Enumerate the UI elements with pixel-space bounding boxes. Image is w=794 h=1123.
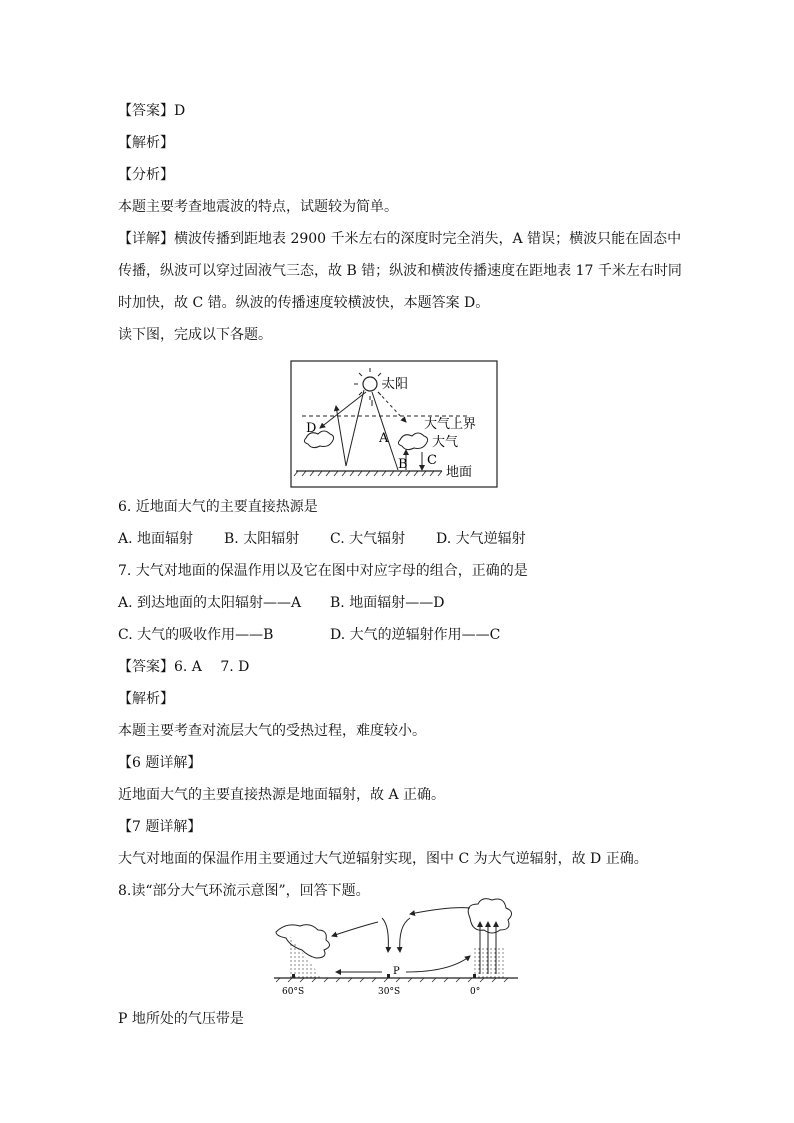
upper-flow-left <box>332 922 378 936</box>
marker-30s <box>387 974 390 978</box>
q7-option-b[interactable]: B. 地面辐射——D <box>330 595 445 611</box>
label-sun: 太阳 <box>382 377 409 392</box>
detail-line-1: 【详解】横波传播到距地表 2900 千米左右的深度时完全消失，A 错误；横波只能在固态中 <box>118 231 682 247</box>
label-30s: 30°S <box>378 987 401 997</box>
detail-text-q6: 近地面大气的主要直接热源是地面辐射，故 A 正确。 <box>118 787 446 803</box>
detail-line-2: 传播，纵波可以穿过固液气三态，故 B 错；纵波和横波传播速度在距地表 17 千米左右时同 <box>118 263 682 279</box>
right-rain-area <box>474 948 504 978</box>
answer-q6-q7: 【答案】6. A 7. D <box>118 659 250 675</box>
q6-option-a[interactable]: A. 地面辐射 <box>118 531 194 547</box>
detail-heading-q6: 【6 题详解】 <box>118 755 202 771</box>
label-D: D <box>306 421 317 436</box>
atmospheric-circulation-diagram <box>270 896 522 1004</box>
detail-heading-q7: 【7 题详解】 <box>118 819 202 835</box>
label-A: A <box>379 431 389 446</box>
analysis-heading-q6-q7: 【解析】 <box>118 691 174 707</box>
label-atmosphere: 大气 <box>432 435 459 450</box>
detail-text-q7: 大气对地面的保温作用主要通过大气逆辐射实现，图中 C 为大气逆辐射，故 D 正确。 <box>118 851 648 867</box>
convective-cloud <box>468 899 511 933</box>
fenxi-text-q5: 本题主要考查地震波的特点，试题较为简单。 <box>118 199 398 215</box>
atmosphere-heating-diagram <box>290 360 498 488</box>
answer-q5: 【答案】D <box>118 103 186 119</box>
label-0: 0° <box>470 987 481 997</box>
marker-60s <box>292 974 295 978</box>
label-upper-atmosphere: 大气上界 <box>424 417 477 432</box>
q6-option-b[interactable]: B. 太阳辐射 <box>224 531 300 547</box>
sinking-arrow-left <box>382 918 388 952</box>
label-ground: 地面 <box>446 465 473 480</box>
q6-option-d[interactable]: D. 大气逆辐射 <box>436 531 526 547</box>
trade-wind-arrow <box>406 956 470 972</box>
upper-flow-right <box>410 908 470 914</box>
fenxi-heading-q5: 【分析】 <box>118 167 174 183</box>
q7-option-a[interactable]: A. 到达地面的太阳辐射——A <box>118 595 302 611</box>
question-8-text: P 地所处的气压带是 <box>118 1011 244 1027</box>
q7-option-c[interactable]: C. 大气的吸收作用——B <box>118 627 274 643</box>
analysis-text-q6-q7: 本题主要考查对流层大气的受热过程，难度较小。 <box>118 723 426 739</box>
q7-option-d[interactable]: D. 大气的逆辐射作用——C <box>330 627 501 643</box>
label-C: C <box>427 453 437 468</box>
question-8-stem: 8.读“部分大气环流示意图”，回答下题。 <box>118 883 370 899</box>
sinking-arrow-right <box>400 918 410 952</box>
label-B: B <box>398 457 408 472</box>
detail-line-3: 时加快，故 C 错。纵波的传播速度较横波快，本题答案 D。 <box>118 295 490 311</box>
label-P: P <box>393 966 400 977</box>
marker-0 <box>473 974 476 978</box>
question-7-stem: 7. 大气对地面的保温作用以及它在图中对应字母的组合，正确的是 <box>118 563 528 579</box>
question-6-stem: 6. 近地面大气的主要直接热源是 <box>118 499 318 515</box>
label-60s: 60°S <box>282 987 305 997</box>
analysis-heading-q5: 【解析】 <box>118 135 174 151</box>
q6-option-c[interactable]: C. 大气辐射 <box>330 531 406 547</box>
intro-text: 读下图，完成以下各题。 <box>118 327 272 343</box>
